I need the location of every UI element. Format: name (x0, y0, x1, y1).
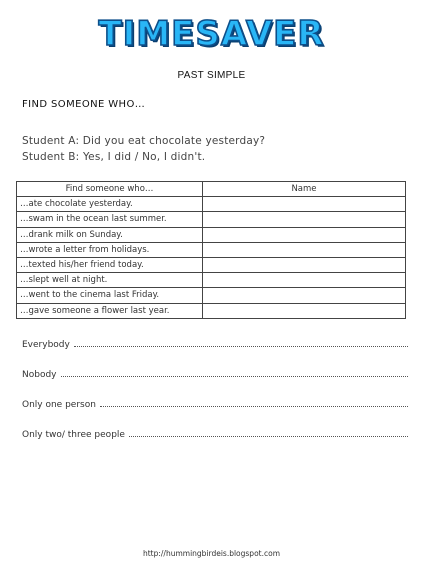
name-cell[interactable] (203, 197, 406, 212)
header-name: Name (203, 182, 406, 197)
table-row (17, 257, 406, 272)
prompt-cell: …went to the cinema last Friday. (17, 288, 203, 303)
answer-line[interactable] (61, 368, 409, 377)
prompt-cell: …wrote a letter from holidays. (17, 242, 203, 257)
fill-line-nobody (22, 368, 408, 380)
table-header-row (17, 182, 406, 197)
fill-line-everybody (22, 338, 408, 350)
fill-line-two-three-people (22, 428, 408, 440)
header-find-someone: Find someone who… (17, 182, 203, 197)
name-cell[interactable] (203, 303, 406, 318)
answer-line[interactable] (100, 398, 408, 407)
prompt-cell: …texted his/her friend today. (17, 257, 203, 272)
table-row (17, 288, 406, 303)
prompt-cell: …swam in the ocean last summer. (17, 212, 203, 227)
name-cell[interactable] (203, 242, 406, 257)
dialog-student-b: Student B: Yes, I did / No, I didn't. (22, 151, 206, 163)
prompt-cell: …ate chocolate yesterday. (17, 197, 203, 212)
prompt-cell: …slept well at night. (17, 273, 203, 288)
footer-url: http://hummingbirdeis.blogspot.com (142, 549, 281, 558)
name-cell[interactable] (203, 257, 406, 272)
table-row (17, 227, 406, 242)
prompt-cell: …drank milk on Sunday. (17, 227, 203, 242)
timesaver-logo: TIMESAVER (98, 14, 325, 54)
name-cell[interactable] (203, 212, 406, 227)
fill-line-label: Everybody (22, 340, 70, 350)
answer-line[interactable] (129, 428, 408, 437)
name-cell[interactable] (203, 288, 406, 303)
answer-line[interactable] (74, 338, 408, 347)
table-row (17, 197, 406, 212)
worksheet-subtitle: PAST SIMPLE (177, 70, 246, 81)
fill-line-label: Only one person (22, 400, 96, 410)
worksheet-heading: FIND SOMEONE WHO… (22, 99, 146, 110)
fill-line-label: Only two/ three people (22, 430, 125, 440)
fill-line-one-person (22, 398, 408, 410)
table-row (17, 303, 406, 318)
table-row (17, 273, 406, 288)
name-cell[interactable] (203, 273, 406, 288)
fill-line-label: Nobody (22, 370, 57, 380)
find-someone-table (16, 181, 406, 319)
prompt-cell: …gave someone a flower last year. (17, 303, 203, 318)
name-cell[interactable] (203, 227, 406, 242)
logo-container (0, 14, 423, 54)
dialog-student-a: Student A: Did you eat chocolate yesterday? (22, 135, 266, 147)
table-row (17, 242, 406, 257)
table-row (17, 212, 406, 227)
